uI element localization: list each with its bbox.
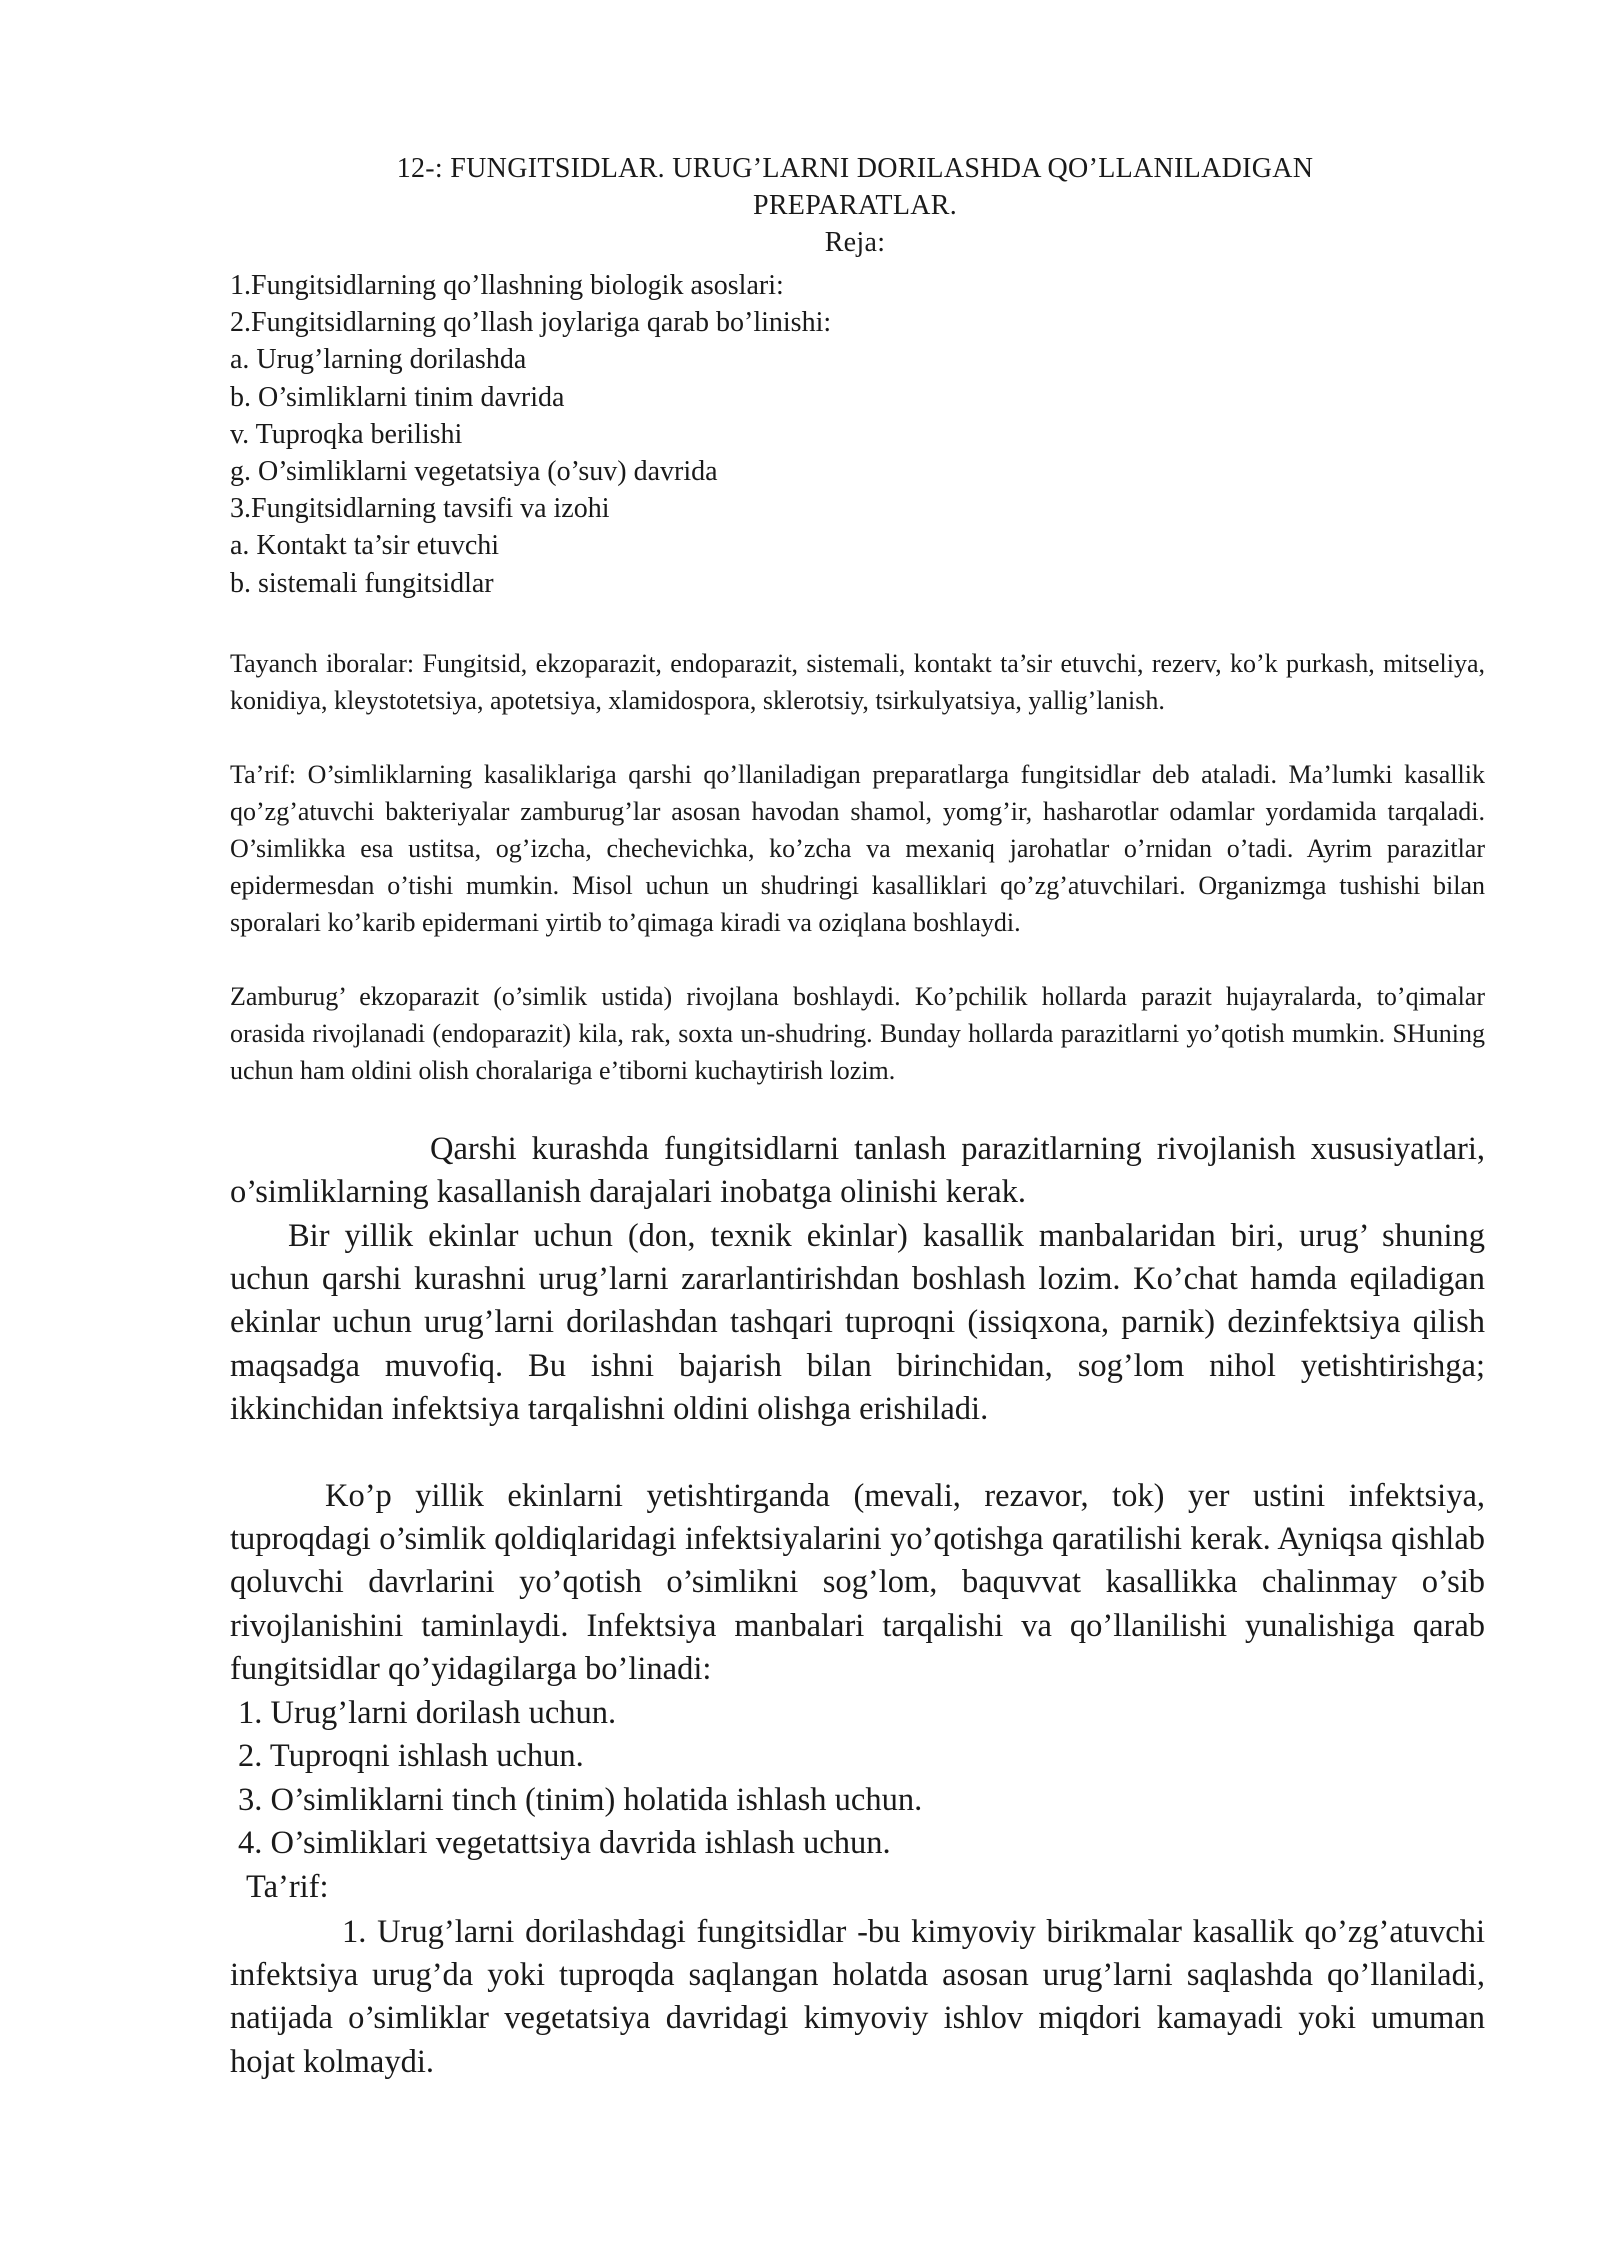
definition-label [230,1866,1501,1909]
keywords-paragraph: Tayanch iboralar: Fungitsid, ekzoparazit, endoparazit, sistemali, kontakt ta’sir etuvchi, rezerv, ko’k purkash, mitseliya, konidiya, kleystotetsiya, apotetsiya, xlamidospora, sklerotsiy, tsirkulyatsiya, yallig’lanish. [230,649,1485,715]
plan-item: v. Tuproqka berilishi [230,418,463,450]
list-item: 3. O’simliklarni tinch (tinim) holatida ishlash uchun. [238,1781,923,1818]
list-item: 4. O’simliklari vegetattsiya davrida ishlash uchun. [238,1824,891,1861]
plan-item: a. Urug’larning dorilashda [230,344,527,376]
paragraph-3: Ko’p yillik ekinlarni yetishtirganda (mevali, rezavor, tok) yer ustini infektsiya, tuproqdagi o’simlik qoldiqlaridagi infektsiyalarini yo’qotishga qaratilishi kerak. Ayniqsa qishlab qoluvchi davrlarini yo’qotish o’simlikni sog’lom, baquvvat kasallikka chalinmay o’sib rivojlanishini taminlaydi. Infektsiya manbalari tarqalishi va qo’llanilishi yunalishiga qarab fungitsidlar qo’yidagilarga bo’linadi: [230,1478,1485,1687]
paragraph-1: Qarshi kurashda fungitsidlarni tanlash parazitlarning rivojlanish xususiyatlari, o’simliklarning kasallanish darajalari inobatga olinishi kerak. [230,1131,1485,1211]
plan-item: a. Kontakt ta’sir etuvchi [230,530,500,562]
paragraph-2: Bir yillik ekinlar uchun (don, texnik ekinlar) kasallik manbalaridan biri, urug’ shuning uchun qarshi kurashni urug’larni zararlantirishdan boshlash lozim. Ko’chat hamda eqiladigan ekinlar uchun urug’larni dorilashdan tashqari tuproqni (issiqxona, parnik) dezinfektsiya qilish maqsadga muvofiq. Bu ishni bajarish bilan birinchidan, sog’lom nihol yetishtirishga; ikkinchidan infektsiya tarqalishni oldini olishga erishiladi. [230,1218,1485,1427]
types-list [230,1692,1493,1865]
definition-paragraph: Ta’rif: O’simliklarning kasaliklariga qarshi qo’llaniladigan preparatlarga fungitsidlar deb ataladi. Ma’lumki kasallik qo’zg’atuvchi bakteriyalar zamburug’lar asosan havodan shamol, yomg’ir, hasharotlar odamlar yordamida tarqaladi. O’simlikka esa ustitsa, og’izcha, chechevichka, ko’zcha va mexaniq jarohatlar o’rnidan o’tadi. Ayrim parazitlar epidermesdan o’tishi mumkin. Misol uchun un shudringi kasalliklari qo’zg’atuvchilari. Organizmga tushishi bilan sporalari ko’karib epidermani yirtib to’qimaga kiradi va oziqlana boshlaydi. [230,760,1485,937]
title-line-2: PREPARATLAR. [752,190,958,221]
plan-item: 2.Fungitsidlarning qo’llash joylariga qarab bo’linishi: [230,307,832,339]
ekzoparazit-paragraph: Zamburug’ ekzoparazit (o’simlik ustida) rivojlana boshlaydi. Ko’pchilik hollarda parazit hujayralarda, to’qimalar orasida rivojlanadi (endoparazit) kila, rak, soxta un-shudring. Bunday hollarda parazitlarni yo’qotish mumkin. SHuning uchun ham oldini olish choralariga e’tiborni kuchaytirish lozim. [230,982,1485,1085]
plan-item: b. O’simliklarni tinim davrida [230,381,565,413]
plan-item: g. O’simliklarni vegetatsiya (o’suv) davrida [230,456,718,488]
title-line-1: 12-: FUNGITSIDLAR. URUG’LARNI DORILASHDA QO’LLANILADIGAN [396,153,1314,184]
plan-heading: Reja: [824,227,886,258]
paragraph-4: 1. Urug’larni dorilashdagi fungitsidlar -bu kimyoviy birikmalar kasallik qo’zg’atuvchi infektsiya urug’da yoki tuproqda saqlangan holatda asosan urug’larni saqlashda qo’llaniladi, natijada o’simliklar vegetatsiya davridagi kimyoviy ishlov miqdori kamayadi yoki umuman hojat kolmaydi. [230,1914,1485,2080]
list-item: 1. Urug’larni dorilash uchun. [238,1695,617,1731]
tarif-label-text: Ta’rif: [246,1869,329,1905]
plan-item: b. sistemali fungitsidlar [230,567,494,599]
plan-list [230,267,1480,602]
plan-item: 3.Fungitsidlarning tavsifi va izohi [230,493,610,525]
list-item: 2. Tuproqni ishlash uchun. [238,1738,584,1775]
document-title [230,150,1480,261]
plan-item: 1.Fungitsidlarning qo’llashning biologik asoslari: [230,270,784,301]
